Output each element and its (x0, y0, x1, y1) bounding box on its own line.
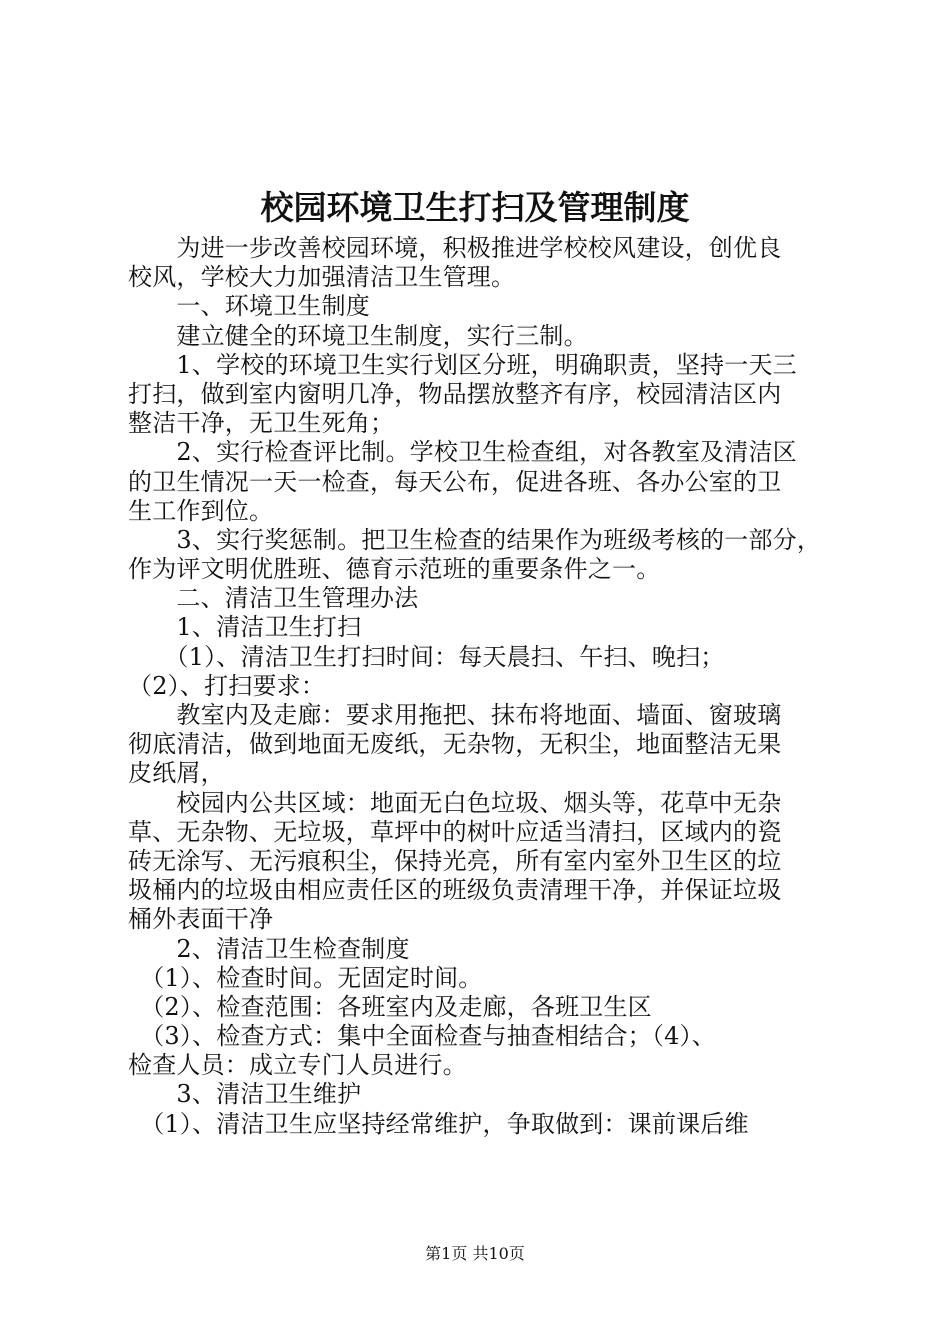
subsection-heading: 1、清洁卫生打扫 (128, 613, 362, 642)
body-line: 皮纸屑， (128, 759, 225, 788)
body-line: 整洁干净，无卫生死角； (128, 409, 395, 438)
page-number-footer: 第1页 共10页 (425, 1244, 525, 1263)
body-line: （3）、检查方式：集中全面检查与抽查相结合；（4）、 (128, 1022, 716, 1051)
document-body (128, 234, 830, 1139)
subsection-heading: 2、清洁卫生检查制度 (128, 934, 410, 963)
body-line: （2）、打扫要求： (128, 671, 326, 700)
body-line: （1）、清洁卫生打扫时间：每天晨扫、午扫、晚扫； (128, 642, 725, 671)
body-line: 草、无杂物、无垃圾，草坪中的树叶应适当清扫，区域内的瓷 (128, 817, 782, 846)
body-line: 彻底清洁，做到地面无废纸，无杂物，无积尘，地面整洁无果 (128, 730, 782, 759)
body-line: （1）、检查时间。无固定时间。 (128, 963, 483, 992)
body-line: 3、实行奖惩制。把卫生检查的结果作为班级考核的一部分， (128, 525, 822, 554)
body-line: 圾桶内的垃圾由相应责任区的班级负责清理干净，并保证垃圾 (128, 876, 782, 905)
body-line: 桶外表面干净 (128, 905, 274, 934)
body-line: 1、学校的环境卫生实行划区分班，明确职责，坚持一天三 (128, 350, 797, 379)
body-line: （2）、检查范围：各班室内及走廊，各班卫生区 (128, 992, 652, 1021)
section-heading: 一、环境卫生制度 (128, 292, 370, 321)
section-heading: 二、清洁卫生管理办法 (128, 584, 419, 613)
body-line: 建立健全的环境卫生制度，实行三制。 (128, 321, 588, 350)
body-line: 砖无涂写、无污痕积尘，保持光亮，所有室内室外卫生区的垃 (128, 846, 782, 875)
body-line: 2、实行检查评比制。学校卫生检查组，对各教室及清洁区 (128, 438, 797, 467)
body-line: 的卫生情况一天一检查，每天公布，促进各班、各办公室的卫 (128, 467, 782, 496)
body-line: 为进一步改善校园环境，积极推进学校校风建设，创优良 (128, 234, 782, 262)
body-line: 检查人员：成立专门人员进行。 (128, 1051, 467, 1080)
subsection-heading: 3、清洁卫生维护 (128, 1080, 362, 1109)
body-line: 作为评文明优胜班、德育示范班的重要条件之一。 (128, 555, 661, 584)
body-line: （1）、清洁卫生应坚持经常维护，争取做到：课前课后维 (128, 1109, 749, 1138)
body-line: 校风，学校大力加强清洁卫生管理。 (128, 263, 516, 292)
body-line: 教室内及走廊：要求用拖把、抹布将地面、墙面、窗玻璃 (128, 701, 782, 729)
body-line: 校园内公共区域：地面无白色垃圾、烟头等，花草中无杂 (128, 788, 782, 817)
body-line: 生工作到位。 (128, 496, 274, 525)
page-title: 校园环境卫生打扫及管理制度 (260, 188, 690, 227)
body-line: 打扫，做到室内窗明几净，物品摆放整齐有序，校园清洁区内 (128, 379, 782, 408)
